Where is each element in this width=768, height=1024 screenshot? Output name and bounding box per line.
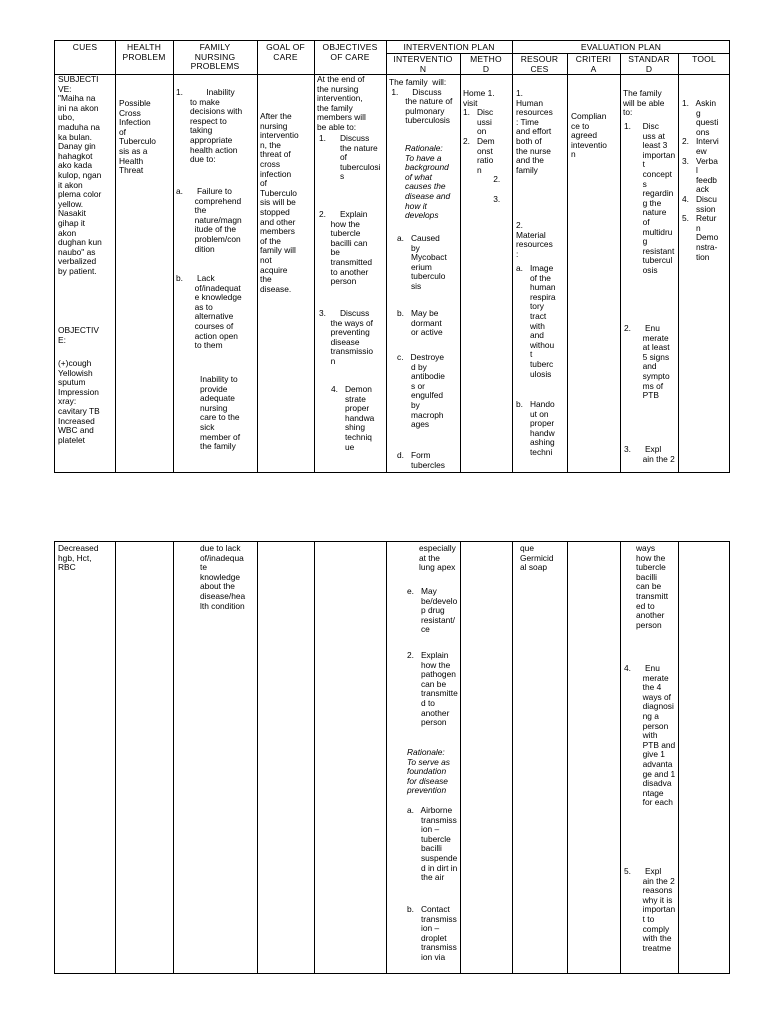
resources-continued: que Germicid al soap [520, 543, 554, 573]
objective-3: 3. Discuss the ways of preventing disease transmissio n [319, 308, 373, 366]
intervention-a: a. Caused by Mycobact erium tuberculo sis [397, 233, 447, 291]
col-divider [314, 41, 315, 472]
standard-2: 2. Enu merate at least 5 signs and sympto ms of PTB [624, 323, 670, 401]
objective-4: 4. Demon strate proper handwa shing techniq ue [331, 384, 375, 452]
fnp-item-c: Inability to provide adequate nursing care to the sick member of the family [200, 374, 241, 452]
col-divider [460, 542, 461, 973]
tool-list: 1. Askin g questi ons 2. Intervi ew 3. Verba l feedb ack 4. Discu ssion 5. Retur n Demo nstra- tion [682, 98, 719, 262]
resources-human: 1. Human resources : Time and effort both of the nurse and the family [516, 88, 553, 175]
health-problem-text: Possible Cross Infection of Tuberculo sis as a Health Threat [119, 98, 156, 176]
col-divider [678, 54, 679, 472]
standard-continued: ways how the tubercle bacilli can be transmitt ed to another person [636, 543, 669, 630]
standard-1: 1. Disc uss at least 3 importan t concept s regardin g the nature of multidru g resistant tubercul osis [624, 121, 676, 275]
header-objectives-of-care: OBJECTIVES OF CARE [322, 42, 378, 62]
cues-objective-label: OBJECTIV E: [58, 325, 99, 345]
header-health-problem: HEALTH PROBLEM [122, 42, 166, 62]
header-method: METHO D [470, 54, 502, 74]
criteria-text: Complian ce to agreed inteventio n [571, 111, 607, 160]
col-divider [386, 542, 387, 973]
header-resources: RESOUR CES [520, 54, 559, 74]
header-standard: STANDAR D [628, 54, 670, 74]
col-divider [460, 54, 461, 472]
fnp-intro: 1. Inability to make decisions with respect to taking appropriate health action due to: [176, 87, 243, 165]
intervention-2: 2. Explain how the pathogen can be transmitte d to another person [407, 650, 458, 728]
col-divider [678, 542, 679, 973]
col-divider [314, 542, 315, 973]
col-divider [620, 54, 621, 472]
objectives-intro: At the end of the nursing intervention, the family members will be able to: [317, 74, 366, 132]
intervention-c: c. Destroye d by antibodie s or engulfed by macroph ages [397, 352, 445, 430]
fnp-item-b: b. Lack of/inadequat e knowledge as to alternative courses of action open to them [176, 273, 242, 351]
header-tool: TOOL [692, 54, 716, 64]
intervention-contact: b. Contact transmiss ion – droplet transmiss ion via [407, 904, 457, 962]
header-intervention: INTERVENTIO N [393, 54, 453, 74]
objective-2: 2. Explain how the tubercle bacilli can be transmitted to another person [319, 209, 373, 287]
cues-continued: Decreased hgb, Hct, RBC [58, 543, 99, 573]
resources-item-b: b. Hando ut on proper handw ashing techni [516, 399, 555, 457]
standard-5: 5. Expl ain the 2 reasons why it is importan t to comply with the treatme [624, 866, 676, 953]
intervention-rationale: Rationale: To have a background of what causes the disease and how it develops [405, 143, 451, 221]
care-plan-table-page-1 [54, 40, 730, 473]
intervention-airborne: a. Airborne transmiss ion – tubercle bacilli suspende d in dirt in the air [407, 805, 458, 883]
header-cues: CUES [72, 42, 98, 52]
intervention-intro: The family will: 1. Discuss the nature of pulmonary tuberculosis [389, 77, 453, 126]
col-divider [257, 41, 258, 472]
header-evaluation-plan: EVALUATION PLAN [580, 42, 662, 52]
goal-text: After the nursing interventio n, the threat of cross infection of Tuberculo sis will be stopped and other members of the family will not acquire the disease. [260, 111, 299, 294]
col-divider [257, 542, 258, 973]
header-intervention-plan: INTERVENTION PLAN [403, 42, 495, 52]
resources-material: 2. Material resources : [516, 220, 553, 259]
resources-item-a: a. Image of the human respira tory tract with and withou t tuberc ulosis [516, 263, 556, 379]
intervention-rationale-2: Rationale: To serve as foundation for disease prevention [407, 747, 450, 796]
intervention-b: b. May be dormant or active [397, 308, 443, 338]
care-plan-table-page-2 [54, 541, 730, 974]
col-divider [620, 542, 621, 973]
col-divider [512, 542, 513, 973]
fnp-continued: due to lack of/inadequa te knowledge about the disease/hea lth condition [200, 543, 246, 611]
header-family-nursing-problems: FAMILY NURSING PROBLEMS [190, 42, 240, 71]
header-goal-of-care: GOAL OF CARE [266, 42, 305, 62]
col-divider [173, 542, 174, 973]
standard-3: 3. Expl ain the 2 [624, 444, 675, 464]
method-text: Home 1. visit 1. Disc ussi on 2. Dem onst ratio n 2. 3. [463, 88, 501, 204]
col-divider [567, 542, 568, 973]
row-divider [55, 74, 730, 75]
col-divider [115, 542, 116, 973]
intervention-continued: especially at the lung apex [419, 543, 456, 573]
cues-objective-items: (+)cough Yellowish sputum Impression xray: cavitary TB Increased WBC and platelet [58, 358, 100, 445]
col-divider [512, 41, 513, 472]
col-divider [115, 41, 116, 472]
standard-intro: The family will be able to: [623, 88, 665, 118]
intervention-e: e. May be/develo p drug resistant/ ce [407, 586, 458, 635]
header-criteria: CRITERI A [575, 54, 612, 74]
standard-4: 4. Enu merate the 4 ways of diagnosi ng a person with PTB and give 1 advanta ge and 1 disadva ntage for each [624, 663, 676, 808]
intervention-d: d. Form tubercles [397, 450, 445, 470]
col-divider [173, 41, 174, 472]
fnp-item-a: a. Failure to comprehend the nature/magn itude of the problem/con dition [176, 186, 242, 254]
col-divider [567, 54, 568, 472]
col-divider [386, 41, 387, 472]
objective-1: 1. Discuss the nature of tuberculosi s [319, 133, 381, 182]
cues-subjective: SUBJECTI VE: "Maiha na ini na akon ubo, maduha na ka bulan. Danay gin hahagkot ako kada kulop, ngan it akon plema color yellow. Nasakit gihap it akon dughan kun naubo" as verbalized by patient. [58, 74, 102, 276]
